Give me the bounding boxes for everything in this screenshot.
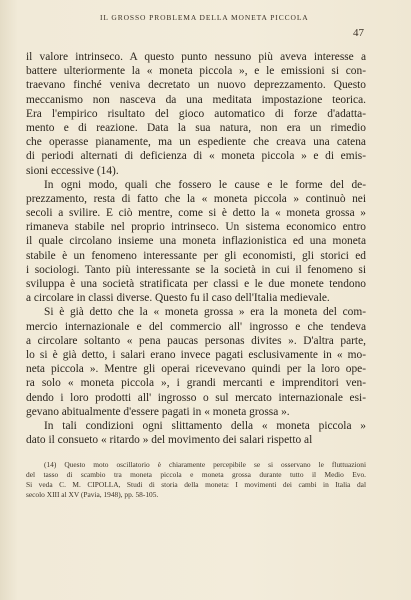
text-line: ra solo « moneta piccola », i grandi mercanti e imprenditori ven- <box>26 377 366 390</box>
text-line: sviluppa è una società stratificata per classi e le due monete tendono <box>26 278 366 290</box>
text-line: dendo i loro prodotti all' ingrosso o sul mercato internazionale esi- <box>26 391 366 404</box>
text-line: stabile è un fenomeno interessante per gli economisti, gli storici ed <box>26 249 366 262</box>
footnote <box>26 460 366 500</box>
text-line: prezzamento, resta di fatto che la « moneta piccola » continuò nei <box>26 192 366 205</box>
footnote-line: (14) Questo moto oscillatorio è chiaramente percepibile se si osservano le fluttuazioni <box>44 460 366 469</box>
text-line: lo si è già detto, i salari erano invece pagati esclusivamente in « mo- <box>26 348 366 361</box>
page-number: 47 <box>353 27 364 39</box>
running-head: IL GROSSO PROBLEMA DELLA MONETA PICCOLA <box>100 13 309 22</box>
text-line: Si è già detto che la « moneta grossa » era la moneta del com- <box>44 306 366 319</box>
footnote-line: secolo XIII al XV (Pavia, 1948), pp. 58-105. <box>26 490 159 499</box>
text-line: mercio internazionale e del commercio all' ingrosso e che tendeva <box>26 320 366 333</box>
text-line: che operasse pianamente, ma un espediente che creava una catena <box>26 136 366 149</box>
text-line: battere ulteriormente la « moneta piccola », e le emissioni si con- <box>26 65 366 78</box>
text-line: sioni eccessive (14). <box>26 164 119 177</box>
footnote-line: Si veda C. M. CIPOLLA, Studi di storia della moneta: I movimenti dei cambi in Italia dal <box>26 480 366 489</box>
text-line: meccanismo non nasceva da una meditata impostazione teorica. <box>26 93 366 106</box>
text-line: In tali condizioni ogni slittamento della « moneta piccola » <box>44 419 366 432</box>
body-text <box>26 50 366 447</box>
text-line: a circolare in classi diverse. Questo fu il caso dell'Italia medievale. <box>26 292 330 305</box>
text-line: rimaneva stabile nel proprio intrinseco. Un sistema economico entro <box>26 221 366 234</box>
footnote-line: del tasso di scambio tra moneta piccola e moneta grossa durante tutto il Medio Evo. <box>26 470 366 479</box>
text-line: mento e di reazione. Data la sua natura, non era un rimedio <box>26 121 366 134</box>
text-line: di periodi alternati di deficienza di « moneta piccola » e di emis- <box>26 150 366 163</box>
text-line: gevano abitualmente d'essere pagati in « moneta grossa ». <box>26 405 290 418</box>
text-line: neta piccola ». Mentre gli operai ricevevano quindi per la loro ope- <box>26 363 366 376</box>
text-line: Era l'empirico risultato del gioco automatico di forze d'adatta- <box>26 107 366 120</box>
text-line: traevano finché veniva decretato un nuovo deprezzamento. Questo <box>26 79 366 92</box>
text-line: i sociologi. Tanto più interessante se la società in cui il fenomeno si <box>26 263 366 276</box>
text-line: dato il consueto « ritardo » del movimento dei salari rispetto al <box>26 434 313 447</box>
text-line: il valore intrinseco. A questo punto nessuno più aveva interesse a <box>26 51 366 63</box>
text-line: In ogni modo, quali che fossero le cause e le forme del de- <box>44 178 366 191</box>
text-line: a circolare soltanto « pena paucas personas divites ». D'altra parte, <box>26 334 366 347</box>
text-line: il quale circolano insieme una moneta inflazionistica ed una moneta <box>26 235 366 248</box>
text-line: secoli a svilire. E ciò mentre, come si è detto la « moneta grossa » <box>26 207 366 220</box>
